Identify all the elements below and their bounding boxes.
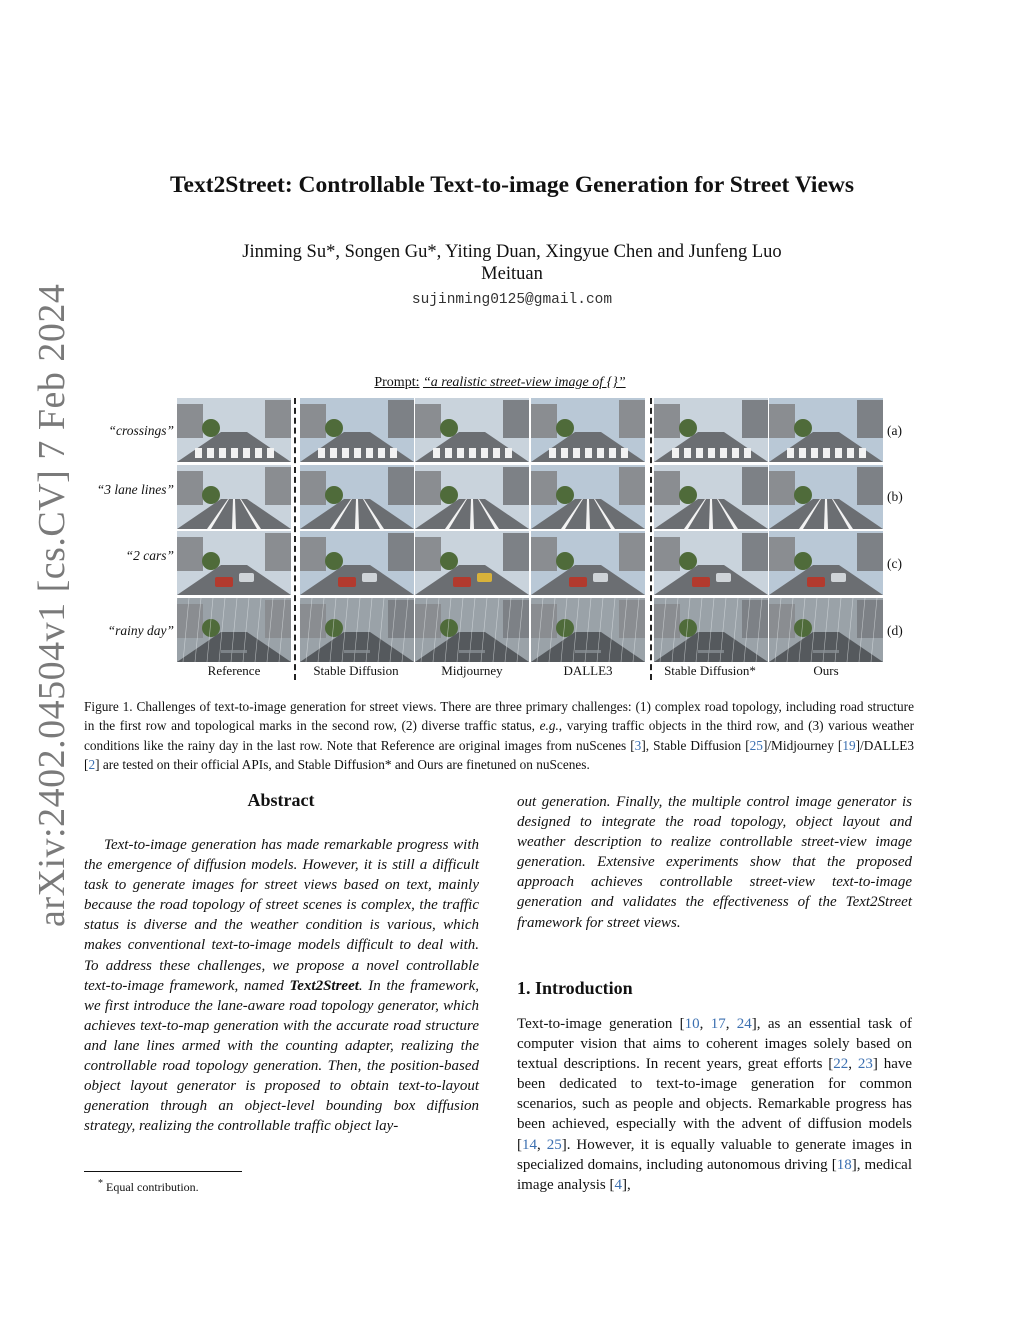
- thumbnail-lane-lines-ours: [769, 465, 883, 529]
- citation-link[interactable]: 2: [88, 756, 96, 772]
- thumbnail-rainy-ours: [769, 598, 883, 662]
- citation-link[interactable]: 14: [522, 1136, 537, 1153]
- thumbnail-lane-lines-reference: [177, 465, 291, 529]
- framework-name: Text2Street: [289, 977, 359, 994]
- contact-email[interactable]: sujinming0125@gmail.com: [411, 292, 613, 308]
- arxiv-identifier: arXiv:2402.04504v1 [cs.CV] 7 Feb 2024: [31, 283, 73, 927]
- row-tag-a: (a): [887, 423, 902, 438]
- footnote-rule: [84, 1171, 242, 1172]
- citation-link[interactable]: 23: [857, 1056, 873, 1073]
- row-label-rainy: “rainy day”: [107, 623, 174, 638]
- abstract-paragraph: Text-to-image generation has made remarkable progress with the emergence of diffusion models. However, it is still a difficult task to generate images for street views based on text, mainly because the road topology of street scenes is complex, the traffic status is diverse and the weather condition is various, which makes conventional text-to-image models difficult to deal with. To address these challenges, we propose a novel controllable text-to-image framework, named Text2Street. In the framework, we first introduce the lane-aware road topology generator, which achieves text-to-map generation with the accurate road structure and lane lines armed with the counting adapter, realizing the controllable road topology generation. Then, the position-based object layout generator is proposed to obtain text-to-layout generation through an object-level bounding box diffusion strategy, realizing the controllable traffic object lay-: [84, 837, 479, 1135]
- thumbnail-rainy-midjourney: [415, 598, 529, 662]
- citation-link[interactable]: 10: [684, 1016, 700, 1032]
- thumbnail-rainy-stable-diffusion-ft: [654, 598, 768, 662]
- citation-link[interactable]: 25: [749, 737, 763, 753]
- prompt-label: Prompt:: [374, 375, 420, 390]
- column-label-reference: Reference: [207, 663, 261, 678]
- thumbnail-crossings-stable-diffusion: [300, 398, 414, 462]
- citation-link[interactable]: 17: [710, 1016, 726, 1032]
- thumbnail-crossings-stable-diffusion-ft: [654, 398, 768, 462]
- thumbnail-lane-lines-stable-diffusion: [300, 465, 414, 529]
- abstract-heading: Abstract: [247, 790, 315, 810]
- thumbnail-cars-stable-diffusion: [300, 531, 414, 595]
- introduction-paragraph: Text-to-image generation [10, 17, 24], as an essential task of computer vision that aims to coherent images solely based on textual descriptions. In recent years, great efforts [22, 23] have been dedicated to text-to-image generation for common scenarios, such as people and objects. Remarkable progress has been achieved, especially with the advent of diffusion models [14, 25]. However, it is equally valuable to generate images in specialized domains, including autonomous driving [18], medical image analysis [4],: [517, 1016, 913, 1193]
- thumbnail-lane-lines-dalle3: [531, 465, 645, 529]
- dashed-separator: [294, 398, 296, 680]
- thumbnail-cars-reference: [177, 531, 291, 595]
- figure-caption: Figure 1. Challenges of text-to-image generation for street views. There are three primary challenges: (1) complex road topology, including road structure in the first row and topological marks in the second row, (2) diverse traffic status, e.g., varying traffic objects in the third row, and (3) various weather conditions like the rainy day in the last row. Note that Reference are original images from nuScenes [3], Stable Diffusion [25]/Midjourney [19]/DALLE3 [2] are tested on their official APIs, and Stable Diffusion* and Ours are finetuned on nuScenes.: [84, 699, 914, 772]
- column-label-dalle3: DALLE3: [563, 663, 613, 678]
- thumbnail-crossings-reference: [177, 398, 291, 462]
- thumbnail-cars-stable-diffusion-ft: [654, 531, 768, 595]
- affiliation: Meituan: [481, 264, 543, 284]
- citation-link[interactable]: 18: [836, 1156, 852, 1173]
- figure-prompt: [300, 375, 700, 391]
- row-label-cars: “2 cars”: [125, 548, 174, 563]
- citation-link[interactable]: 25: [546, 1136, 562, 1153]
- footnote: * Equal contribution.: [98, 1178, 199, 1194]
- row-tag-c: (c): [887, 556, 902, 571]
- thumbnail-rainy-stable-diffusion: [300, 598, 414, 662]
- thumbnail-crossings-midjourney: [415, 398, 529, 462]
- column-label-stable-diffusion-ft: Stable Diffusion*: [664, 663, 756, 678]
- thumbnail-cars-ours: [769, 531, 883, 595]
- citation-link[interactable]: 3: [634, 737, 642, 753]
- abstract-continuation: out generation. Finally, the multiple control image generator is designed to integrate the road topology, object layout and weather description to realize controllable street-view image generation. Extensive experiments show that the proposed approach achieves controllable street-view text-to-image generation and validates the effectiveness of the Text2Street framework for street views.: [517, 794, 912, 931]
- author-list: Jinming Su*, Songen Gu*, Yiting Duan, Xingyue Chen and Junfeng Luo: [242, 242, 782, 262]
- citation-link[interactable]: 19: [842, 737, 856, 753]
- row-tag-d: (d): [887, 623, 903, 638]
- thumbnail-crossings-dalle3: [531, 398, 645, 462]
- citation-link[interactable]: 22: [833, 1056, 849, 1073]
- thumbnail-crossings-ours: [769, 398, 883, 462]
- thumbnail-lane-lines-stable-diffusion-ft: [654, 465, 768, 529]
- row-label-crossings: “crossings”: [108, 423, 174, 438]
- prompt-text: “a realistic street-view image of {}”: [422, 375, 626, 390]
- thumbnail-rainy-reference: [177, 598, 291, 662]
- thumbnail-cars-midjourney: [415, 531, 529, 595]
- dashed-separator: [650, 398, 652, 680]
- paper-title: Text2Street: Controllable Text-to-image Generation for Street Views: [170, 172, 854, 198]
- column-label-stable-diffusion: Stable Diffusion: [313, 663, 399, 678]
- citation-link[interactable]: 4: [614, 1176, 622, 1193]
- column-label-ours: Ours: [813, 663, 839, 678]
- row-tag-b: (b): [887, 489, 903, 504]
- row-label-lane-lines: “3 lane lines”: [96, 482, 174, 497]
- citation-link[interactable]: 24: [736, 1016, 752, 1032]
- thumbnail-lane-lines-midjourney: [415, 465, 529, 529]
- column-label-midjourney: Midjourney: [441, 663, 503, 678]
- introduction-heading: 1. Introduction: [517, 978, 633, 998]
- thumbnail-rainy-dalle3: [531, 598, 645, 662]
- thumbnail-cars-dalle3: [531, 531, 645, 595]
